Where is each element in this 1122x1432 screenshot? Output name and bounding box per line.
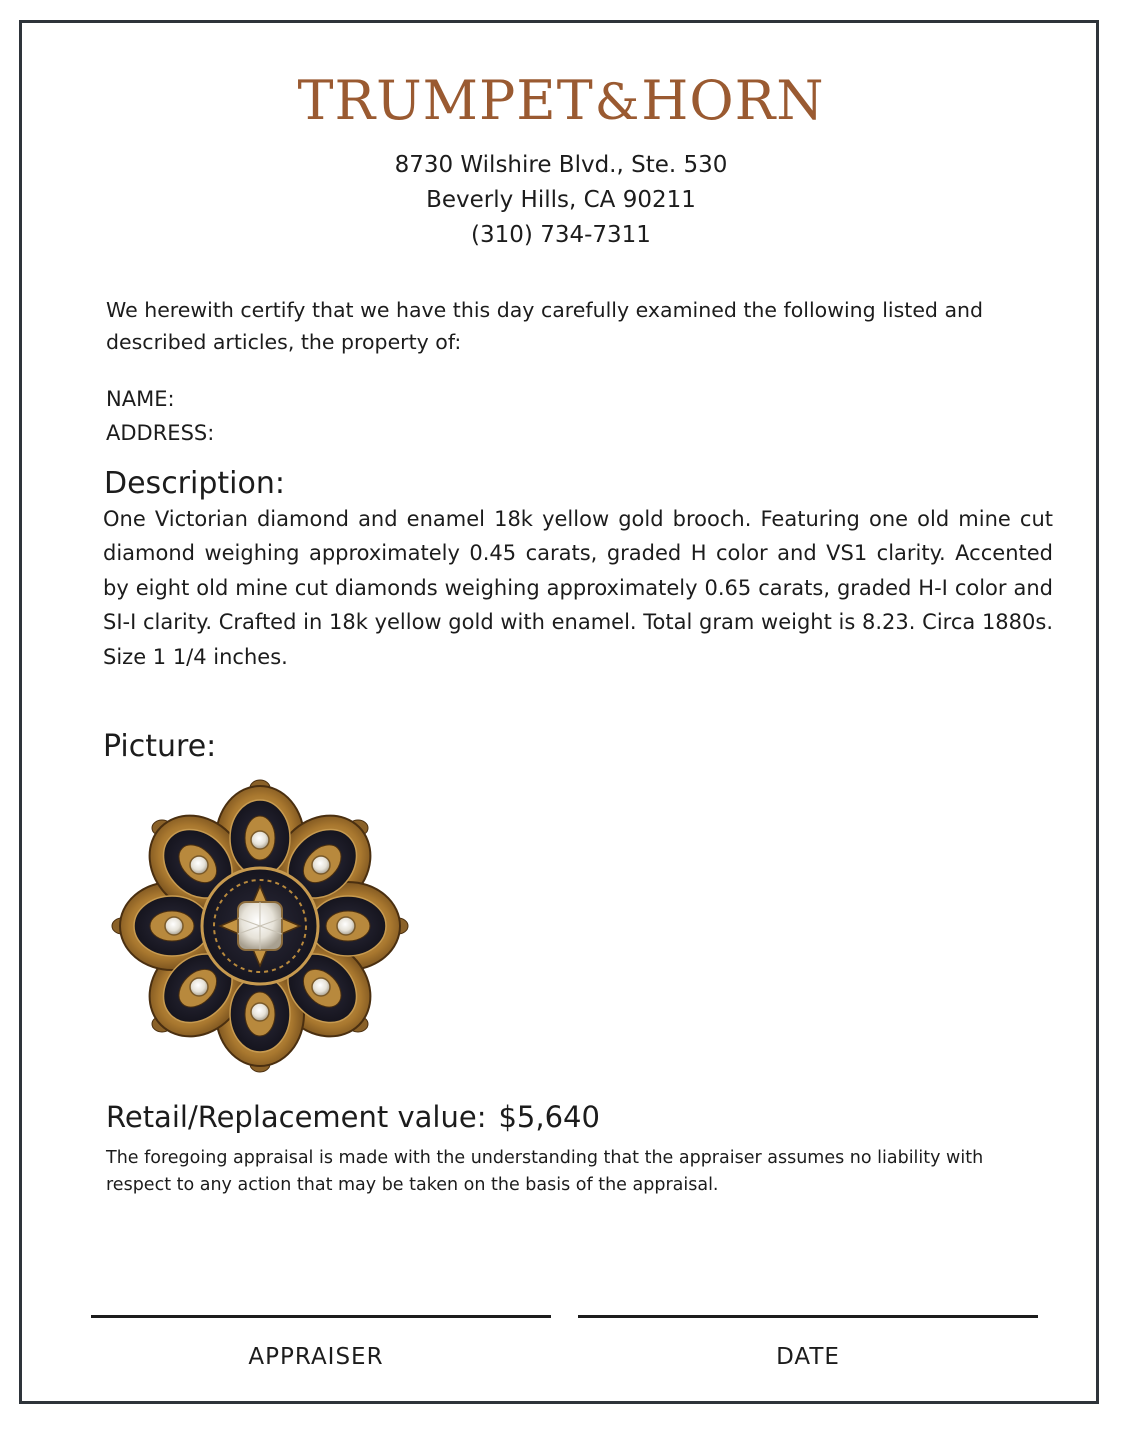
description-heading: Description: <box>104 466 285 501</box>
brooch-photo <box>110 776 410 1076</box>
picture-heading: Picture: <box>103 729 217 764</box>
appraiser-label: APPRAISER <box>248 1344 384 1370</box>
owner-address-label: ADDRESS: <box>106 421 215 445</box>
owner-fields <box>106 382 214 450</box>
store-address <box>0 148 1122 253</box>
address-street: 8730 Wilshire Blvd., Ste. 530 <box>394 152 728 178</box>
appraiser-signature-line[interactable] <box>91 1315 551 1318</box>
owner-name-label: NAME: <box>106 387 175 411</box>
date-signature-line[interactable] <box>578 1315 1038 1318</box>
date-label: DATE <box>776 1344 840 1370</box>
valuation <box>106 1097 600 1137</box>
valuation-label: Retail/Replacement value: <box>106 1100 487 1134</box>
disclaimer-text: The foregoing appraisal is made with the understanding that the appraiser assumes no liability with respect to any action that may be taken on the basis of the appraisal. <box>106 1148 984 1195</box>
brand-logo-part2: HORN <box>641 69 825 132</box>
valuation-amount: $5,640 <box>498 1100 600 1134</box>
certification-statement: We herewith certify that we have this day carefully examined the following listed and described articles, the property of: <box>106 298 984 354</box>
address-city: Beverly Hills, CA 90211 <box>426 187 696 213</box>
brand-logo <box>0 66 1122 137</box>
brand-logo-part1: TRUMPET <box>297 69 594 132</box>
brand-logo-ampersand: & <box>594 73 641 131</box>
address-phone: (310) 734-7311 <box>471 222 651 248</box>
description-text: One Victorian diamond and enamel 18k yellow gold brooch. Featuring one old mine cut diamond weighing approximately 0.45 carats, graded H color and VS1 clarity. Accented by eight old mine cut diamonds weighing approximately 0.65 carats, graded H-I color and SI-I clarity. Crafted in 18k yellow gold with enamel. Total gram weight is 8.23. Circa 1880s. Size 1 1/4 inches. <box>103 507 1053 669</box>
